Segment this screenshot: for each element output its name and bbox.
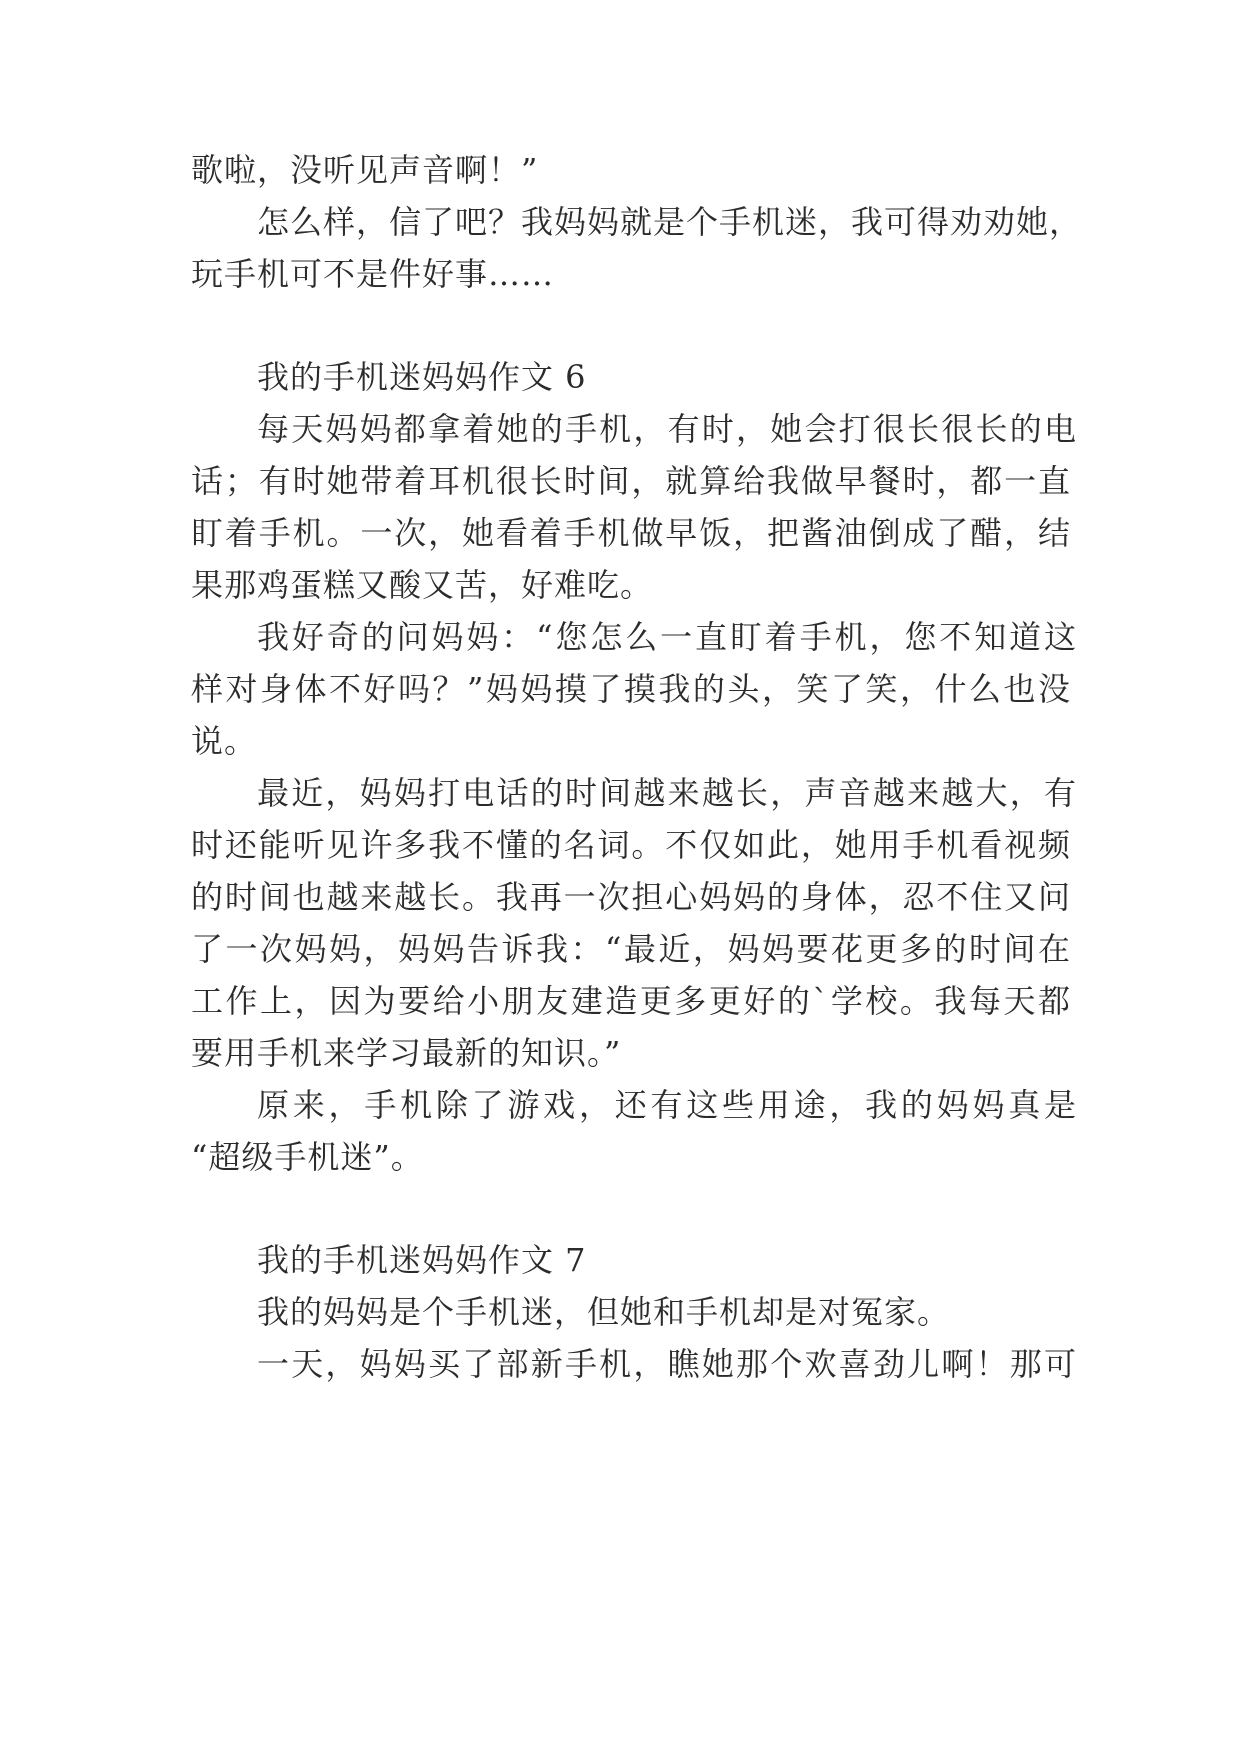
paragraph-line: 的时间也越来越长。我再一次担心妈妈的身体，忍不住又问 bbox=[191, 878, 1071, 916]
paragraph-line: 我的妈妈是个手机迷，但她和手机却是对冤家。 bbox=[257, 1293, 951, 1331]
paragraph-line: 说。 bbox=[191, 722, 258, 760]
paragraph-line: 原来，手机除了游戏，还有这些用途，我的妈妈真是 bbox=[257, 1086, 1077, 1124]
section-heading: 我的手机迷妈妈作文 7 bbox=[257, 1241, 587, 1279]
paragraph-line: “超级手机迷”。 bbox=[191, 1138, 424, 1176]
paragraph-line: 时还能听见许多我不懂的名词。不仅如此，她用手机看视频 bbox=[191, 826, 1071, 864]
paragraph-line: 果那鸡蛋糕又酸又苦，好难吃。 bbox=[191, 566, 654, 604]
section-heading: 我的手机迷妈妈作文 6 bbox=[257, 358, 587, 396]
paragraph-line: 样对身体不好吗？”妈妈摸了摸我的头，笑了笑，什么也没 bbox=[191, 670, 1071, 708]
paragraph-line: 玩手机可不是件好事…… bbox=[191, 255, 555, 293]
paragraph-line: 要用手机来学习最新的知识。” bbox=[191, 1034, 622, 1072]
paragraph-line: 我好奇的问妈妈：“您怎么一直盯着手机，您不知道这 bbox=[257, 618, 1077, 656]
paragraph-line: 工作上，因为要给小朋友建造更多更好的`学校。我每天都 bbox=[191, 982, 1071, 1020]
paragraph-line: 每天妈妈都拿着她的手机，有时，她会打很长很长的电 bbox=[257, 410, 1077, 448]
paragraph-line: 歌啦，没听见声音啊！” bbox=[191, 151, 539, 189]
paragraph-line: 一天，妈妈买了部新手机，瞧她那个欢喜劲儿啊！那可 bbox=[257, 1345, 1077, 1383]
paragraph-line: 了一次妈妈，妈妈告诉我：“最近，妈妈要花更多的时间在 bbox=[191, 930, 1071, 968]
paragraph-line: 盯着手机。一次，她看着手机做早饭，把酱油倒成了醋，结 bbox=[191, 514, 1071, 552]
paragraph-line: 话；有时她带着耳机很长时间，就算给我做早餐时，都一直 bbox=[191, 462, 1071, 500]
paragraph-line: 怎么样，信了吧？我妈妈就是个手机迷，我可得劝劝她， bbox=[257, 203, 1083, 241]
paragraph-line: 最近，妈妈打电话的时间越来越长，声音越来越大，有 bbox=[257, 774, 1077, 812]
